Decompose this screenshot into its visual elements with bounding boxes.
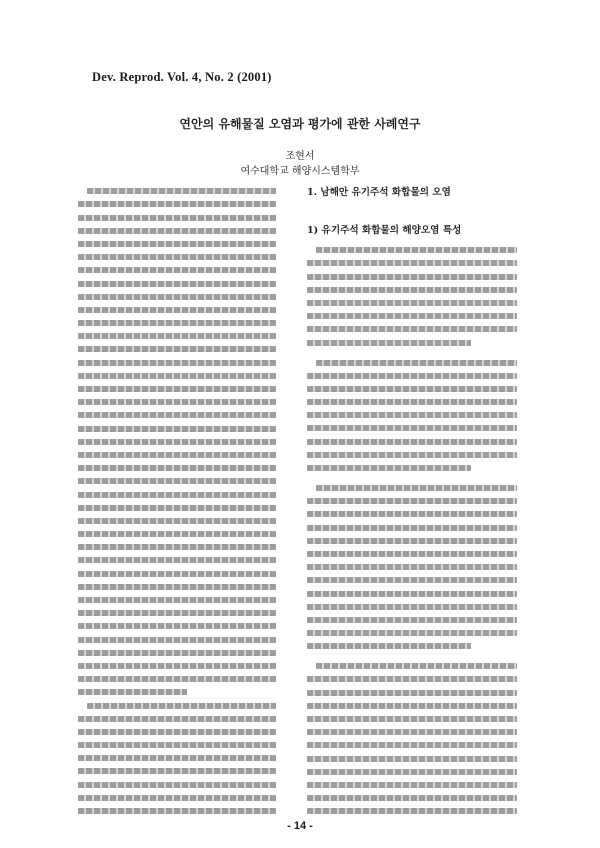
text-line	[78, 452, 276, 458]
text-line	[78, 571, 276, 577]
text-line	[307, 326, 517, 332]
text-line	[78, 228, 276, 234]
text-line	[78, 333, 276, 339]
text-line	[78, 650, 276, 656]
text-line	[78, 557, 276, 563]
text-line	[78, 755, 276, 761]
text-line	[78, 478, 276, 484]
page-number: - 14 -	[287, 820, 313, 832]
text-line	[78, 505, 276, 511]
author-affiliation: 여수대학교 해양시스템학부	[240, 166, 360, 177]
text-line	[78, 795, 276, 801]
text-line	[307, 756, 517, 762]
text-line	[78, 623, 276, 629]
text-line	[78, 782, 276, 788]
text-line	[78, 373, 276, 379]
text-line	[307, 703, 517, 709]
text-line	[307, 729, 517, 735]
text-line	[316, 360, 517, 366]
text-line	[78, 201, 276, 207]
paper-title: 연안의 유해물질 오염과 평가에 관한 사례연구	[179, 117, 421, 131]
text-line	[307, 300, 517, 306]
text-line	[78, 465, 276, 471]
text-line	[87, 703, 276, 709]
text-line	[78, 518, 276, 524]
text-line	[78, 584, 276, 590]
text-line	[307, 340, 471, 346]
text-line	[78, 531, 276, 537]
text-line	[78, 320, 276, 326]
text-line	[307, 452, 517, 458]
text-line	[307, 498, 517, 504]
text-line	[307, 630, 517, 636]
text-line	[307, 538, 517, 544]
text-line	[307, 465, 471, 471]
text-line	[307, 690, 517, 696]
author-name: 조현서	[285, 151, 315, 162]
text-line	[307, 386, 517, 392]
text-line	[78, 716, 276, 722]
text-line	[78, 254, 276, 260]
text-line	[307, 412, 517, 418]
text-line	[307, 260, 517, 266]
text-line	[307, 511, 517, 517]
text-line	[78, 676, 276, 682]
text-line	[78, 267, 276, 273]
text-line	[316, 485, 517, 491]
text-line	[307, 313, 517, 319]
paragraph	[307, 663, 517, 815]
text-line	[307, 287, 517, 293]
text-line	[307, 742, 517, 748]
text-line	[78, 241, 276, 247]
text-line	[78, 663, 276, 669]
paragraph	[307, 360, 517, 472]
text-line	[87, 188, 276, 194]
text-line	[307, 795, 517, 801]
paragraph	[307, 247, 517, 345]
text-line	[78, 294, 276, 300]
text-line	[78, 492, 276, 498]
text-line	[307, 439, 517, 445]
subsection-heading: 1) 유기주석 화합물의 해양오염 특성	[307, 225, 462, 236]
paragraph	[78, 188, 276, 695]
text-line	[307, 591, 517, 597]
section-heading: 1. 남해안 유기주석 화합물의 오염	[307, 187, 451, 198]
text-line	[307, 274, 517, 280]
text-line	[78, 610, 276, 616]
right-column	[307, 180, 517, 815]
text-line	[307, 373, 517, 379]
text-line	[78, 637, 276, 643]
text-line	[78, 768, 276, 774]
journal-citation: Dev. Reprod. Vol. 4, No. 2 (2001)	[92, 70, 272, 84]
text-line	[307, 676, 517, 682]
text-line	[78, 439, 276, 445]
text-line	[78, 742, 276, 748]
text-line	[307, 604, 517, 610]
text-line	[307, 399, 517, 405]
text-line	[78, 412, 276, 418]
text-line	[307, 782, 517, 788]
text-line	[78, 215, 276, 221]
text-line	[78, 360, 276, 366]
left-column	[78, 181, 276, 816]
text-line	[307, 643, 471, 649]
text-line	[307, 564, 517, 570]
text-line	[316, 663, 517, 669]
text-line	[78, 399, 276, 405]
text-line	[307, 617, 517, 623]
text-line	[307, 808, 517, 814]
text-line	[78, 307, 276, 313]
text-line	[316, 247, 517, 253]
text-line	[307, 716, 517, 722]
text-line	[78, 281, 276, 287]
paragraph	[78, 703, 276, 817]
text-line	[307, 769, 517, 775]
text-line	[307, 525, 517, 531]
text-line	[78, 808, 276, 814]
text-line	[78, 386, 276, 392]
text-line	[307, 425, 517, 431]
text-line	[78, 346, 276, 352]
paragraph	[307, 485, 517, 649]
text-line	[78, 544, 276, 550]
text-line	[78, 689, 187, 695]
text-line	[78, 597, 276, 603]
text-line	[307, 551, 517, 557]
text-line	[78, 426, 276, 432]
text-line	[307, 577, 517, 583]
text-line	[78, 729, 276, 735]
